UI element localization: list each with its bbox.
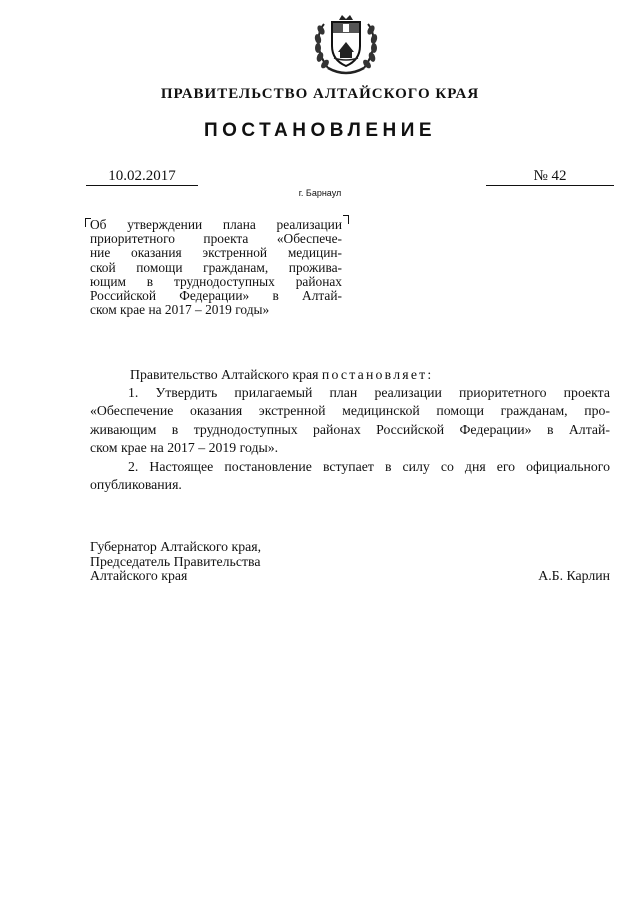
subject-line: Об утверждении плана реализации: [90, 217, 342, 232]
subject-line: приоритетного проекта «Обеспече-: [90, 231, 342, 247]
clause-1-line: живающим в труднодоступных районах Российской Федерации» в Алтай-: [90, 421, 610, 437]
document-type-title: ПОСТАНОВЛЕНИЕ: [203, 120, 437, 141]
subject-bracket-right: [343, 215, 349, 224]
signatory-position: [90, 540, 261, 584]
resolution-clauses: [90, 384, 610, 494]
government-title: ПРАВИТЕЛЬСТВО АЛТАЙСКОГО КРАЯ: [160, 86, 480, 102]
preamble-text: Правительство Алтайского края: [130, 367, 322, 382]
clause-1-line: «Обеспечение оказания экстренной медицинской помощи гражданам, про-: [90, 403, 610, 419]
document-number: № 42: [486, 167, 614, 186]
clause-2-line: 2. Настоящее постановление вступает в силу со дня его официального: [128, 458, 610, 474]
subject-line: ющим в труднодоступных районах: [90, 273, 342, 289]
document-date: 10.02.2017: [86, 167, 198, 186]
document-city: г. Барнаул: [298, 188, 342, 198]
clause-1-line: 1. Утвердить прилагаемый план реализации приоритетного проекта: [128, 385, 610, 400]
subject-line: Российской Федерации» в Алтай-: [90, 288, 342, 304]
subject-line: ние оказания экстренной медицин-: [90, 245, 342, 261]
signatory-name: А.Б. Карлин: [538, 568, 610, 583]
clause-2-line: опубликования.: [90, 477, 182, 493]
signatory-position-line: Председатель Правительства: [90, 553, 261, 569]
clause-1-line: ском крае на 2017 – 2019 годы».: [90, 440, 279, 456]
signatory-position-line: Губернатор Алтайского края,: [90, 539, 262, 554]
document-subject: [90, 218, 342, 317]
signatory-position-line: Алтайского края: [90, 568, 188, 583]
subject-line: ском крае на 2017 – 2019 годы»: [90, 302, 270, 318]
preamble-resolves: постановляет:: [321, 367, 434, 382]
subject-line: ской помощи гражданам, прожива-: [90, 259, 342, 275]
preamble: [130, 366, 610, 384]
altai-krai-coat-of-arms-icon: [310, 12, 382, 78]
